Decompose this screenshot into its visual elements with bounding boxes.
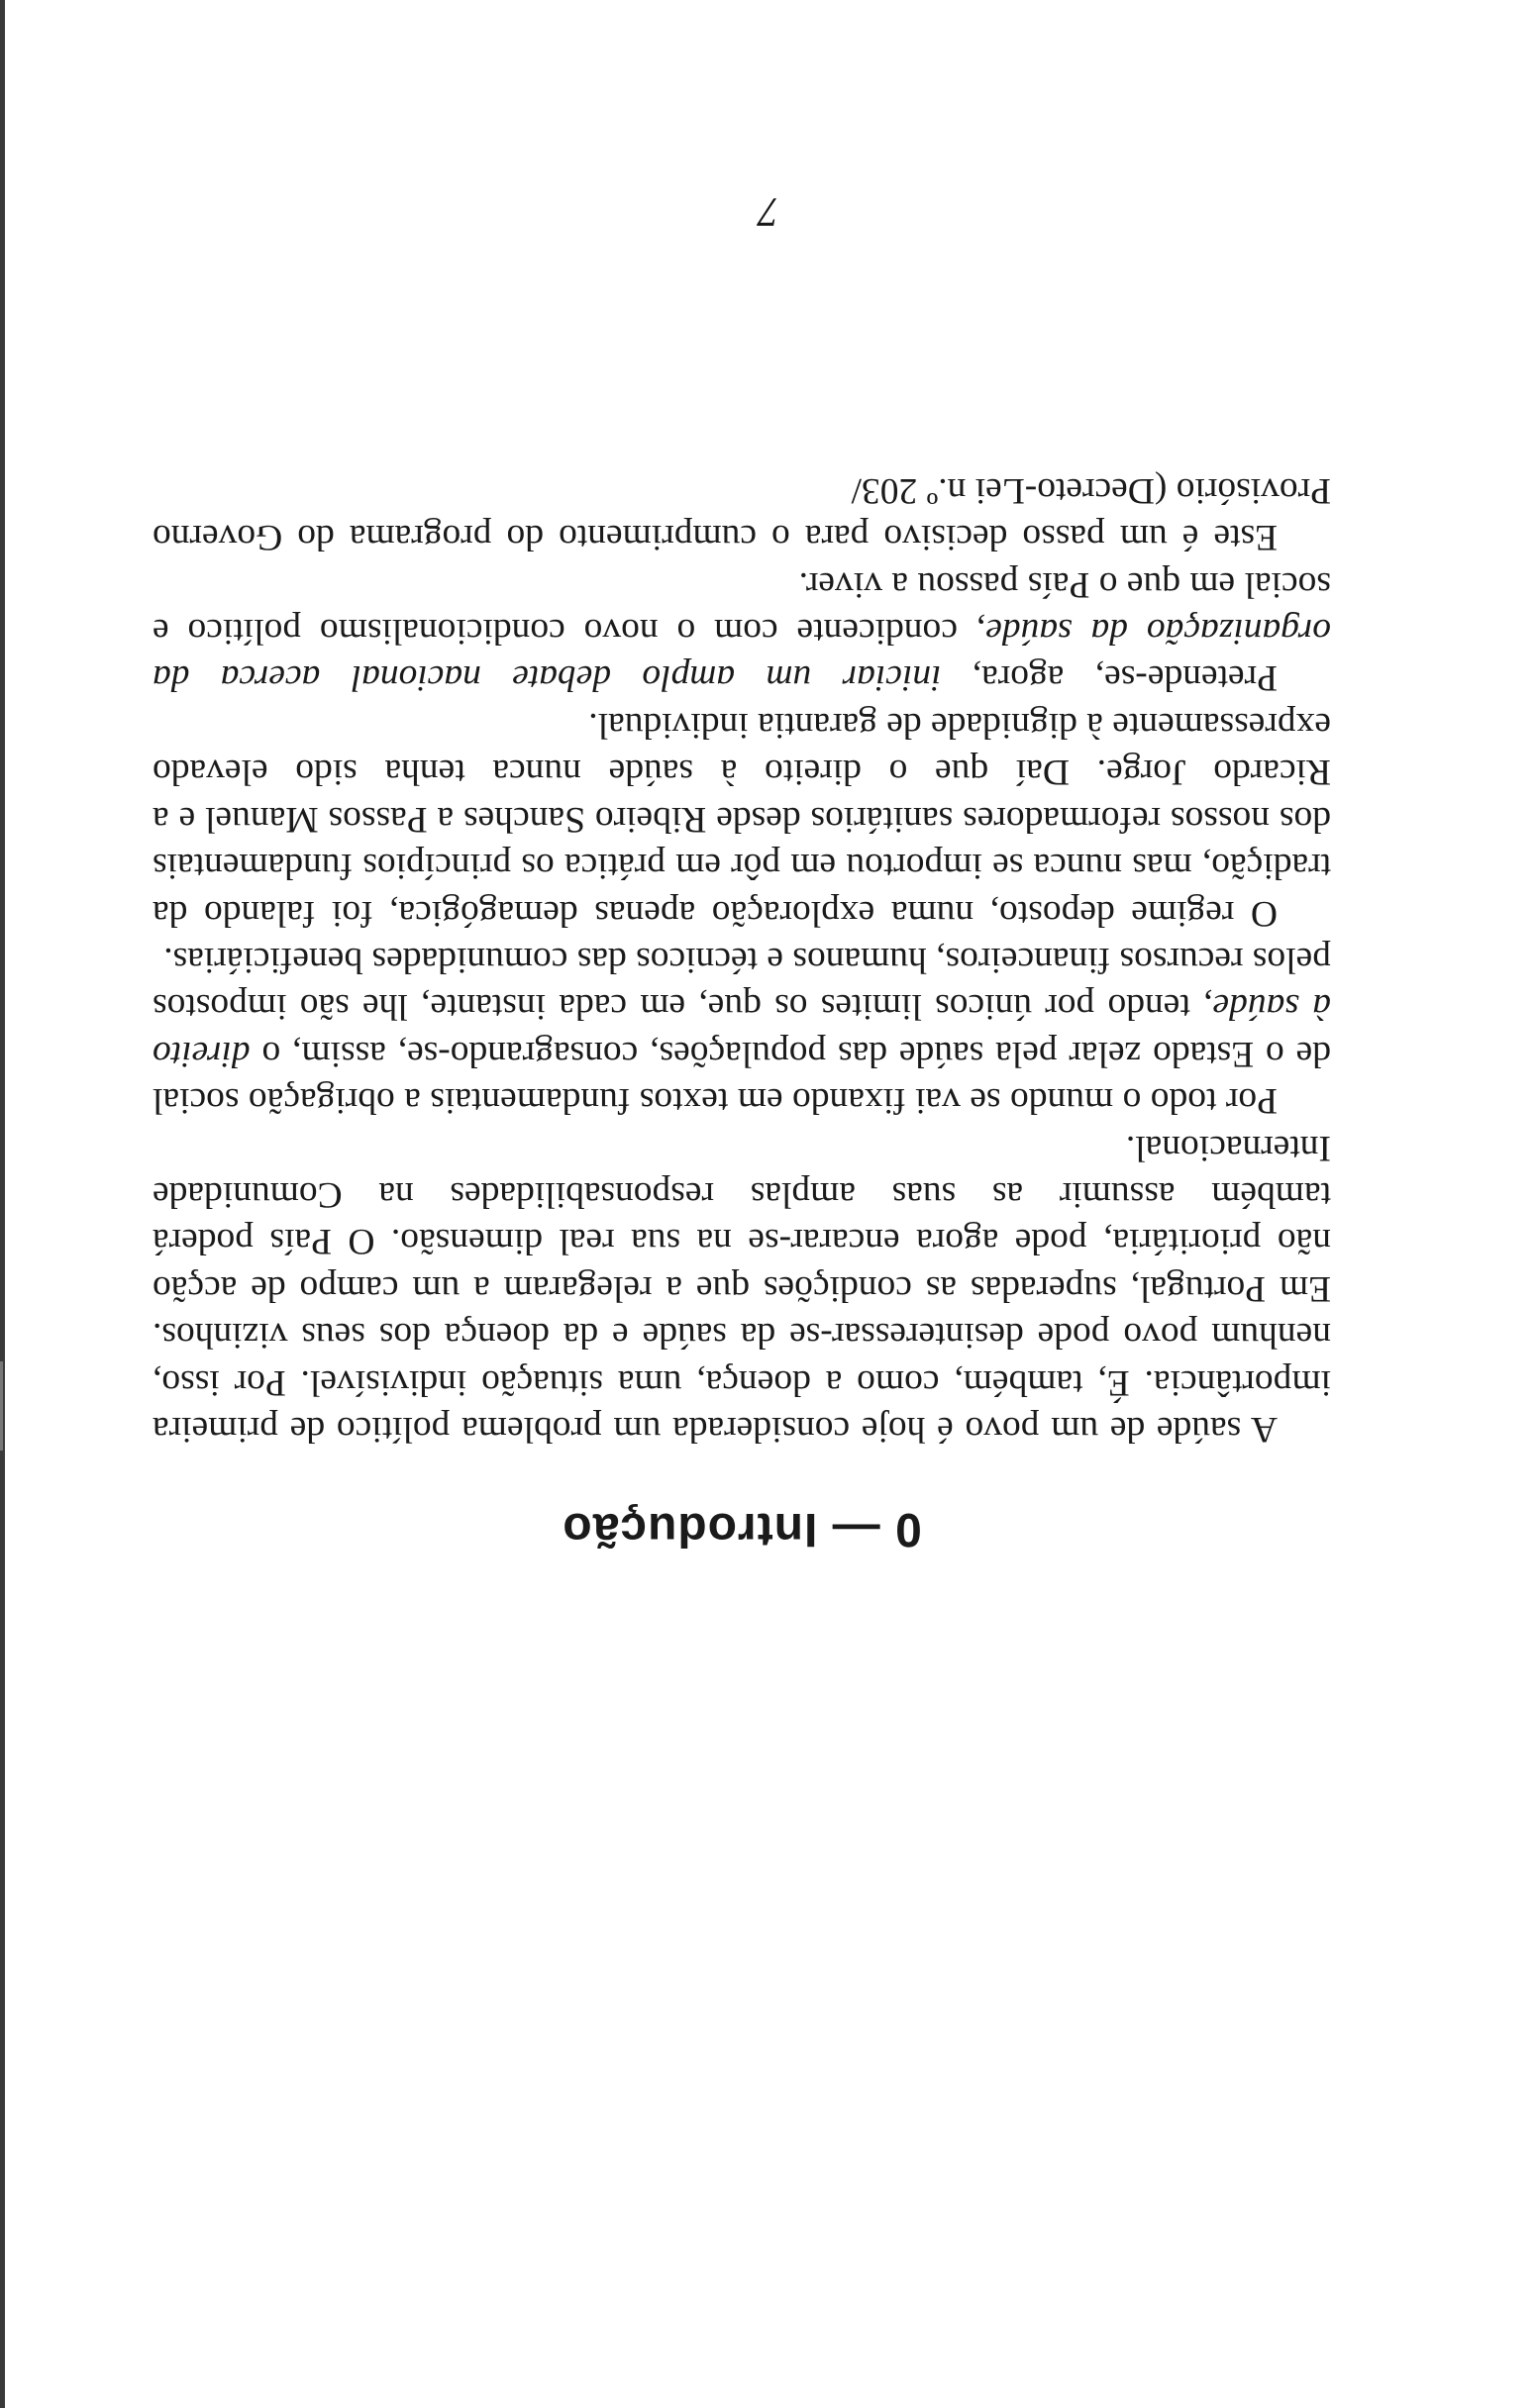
text-run: , condicente com o novo condicionalismo político e social em que o País passou a viver. [153, 563, 1331, 652]
body-paragraph [153, 1124, 1331, 1453]
page-text-block [153, 466, 1331, 1556]
page-number: 7 [758, 188, 779, 234]
body-paragraph [153, 466, 1331, 560]
body-paragraph [153, 560, 1331, 701]
text-run: A saúde de um povo é hoje considerada um problema político de primeira importância. É, também, como a doença, uma situação indivisível. Por isso, nenhum povo pode desinteressar-se da saúde e da doença dos seus vizinhos. Em Portugal, superadas as condições que a relegaram a um campo de acção não prioritária, pode agora encarar-se na sua real dimensão. O País poderá também assumir as suas amplas responsabilidades na Comunidade Internacional. [153, 1127, 1331, 1450]
text-run: O regime deposto, numa exploração apenas demagógica, foi falando da tradição, mas nunca se importou em pôr em prática os princípios fundamentais dos nossos reformadores sanitários desde Ribeiro Sanches a Passos Manuel e a Ricardo Jorge. Daí que o direito à saúde nunca tenha sido elevado expressamente à dignidade de garantia individual. [153, 704, 1331, 934]
italic-text-run: iniciar um amplo debate nacional acerca da organização da saúde [153, 611, 1331, 699]
body-text [153, 466, 1331, 1453]
text-run: Por todo o mundo se vai fixando em textos fundamentais a obrigação social de o Estado zelar pela saúde das populações, consagrando-se, assim, o [153, 1033, 1331, 1122]
italic-text-run: direito à saúde [153, 986, 1331, 1074]
text-run: Este é um passo decisivo para o cumprimento do programa do Governo Provisório (Decreto-Lei n.º 203/ [153, 469, 1331, 558]
body-paragraph [153, 702, 1331, 937]
text-run: , tendo por únicos limites os que, em cada instante, lhe são impostos pelos recursos financeiros, humanos e técnicos das comunidades beneficiárias. [153, 939, 1331, 1028]
body-paragraph [153, 937, 1331, 1125]
chapter-title: 0 — Introdução [562, 1503, 922, 1555]
text-run: Pretende-se, agora, [941, 657, 1278, 699]
